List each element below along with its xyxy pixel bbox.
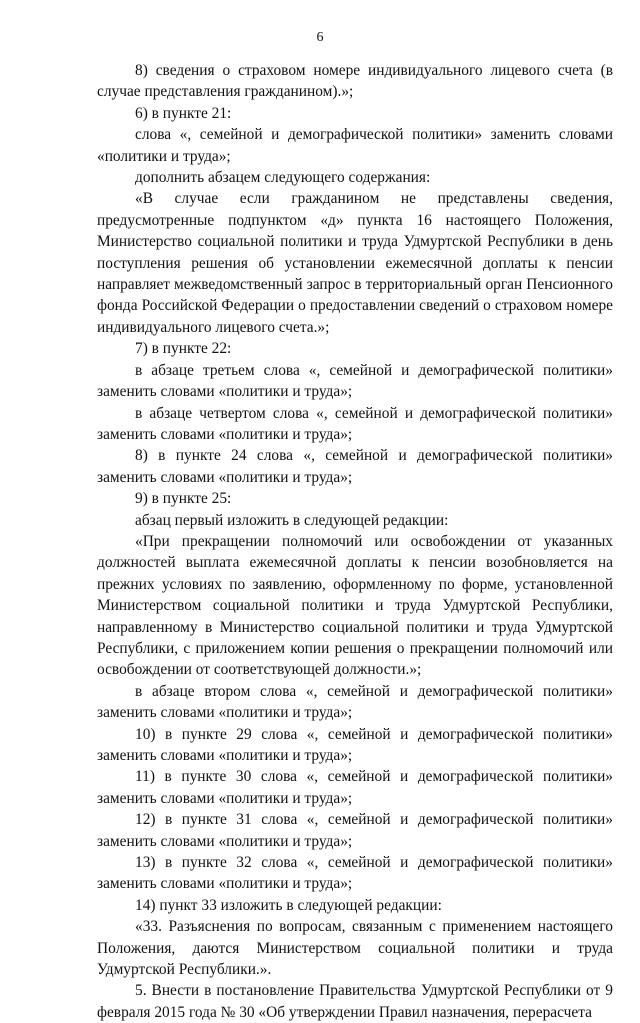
- paragraph: абзац первый изложить в следующей редакции:: [135, 511, 449, 529]
- paragraph: в абзаце третьем слова «, семейной и демографической политики» заменить словами «политики и труда»;: [97, 361, 613, 401]
- paragraph: слова «, семейной и демографической политики» заменить словами «политики и труда»;: [97, 126, 613, 165]
- paragraph-quoted-amendment: «33. Разъяснения по вопросам, связанным с применением настоящего Положения, даются Министерством социальной политики и труда Удмуртской Республики.».: [97, 918, 613, 979]
- paragraph-section-5: 5. Внести в постановление Правительства Удмуртской Республики от 9 февраля 2015 года № 30 «Об утверждении Правил назначения, перерасчета: [97, 982, 613, 1021]
- paragraph-quoted-amendment: «При прекращении полномочий или освобождении от указанных должностей выплата ежемесячной доплаты к пенсии возобновляется на прежних условиях по заявлению, оформленному по форме, установленной Министерством социальной политики и труда Удмуртской Республики, направленному в Министерство социальной политики и труда Удмуртской Республики, с приложением копии решения о прекращении полномочий или освобождении от соответствующей должности.»;: [97, 532, 613, 679]
- paragraph-item-13: 13) в пункте 32 слова «, семейной и демографической политики» заменить словами «политики и труда»;: [97, 854, 613, 893]
- paragraph-item-8: 8) сведения о страховом номере индивидуального лицевого счета (в случае представления гражданином).»;: [97, 62, 613, 101]
- paragraph-item-14-heading: 14) пункт 33 изложить в следующей редакции:: [135, 896, 442, 914]
- paragraph-item-6-heading: 6) в пункте 21:: [135, 104, 232, 122]
- paragraph: дополнить абзацем следующего содержания:: [135, 169, 431, 187]
- paragraph-quoted-amendment: «В случае если гражданином не представлены сведения, предусмотренные подпунктом «д» пункта 16 настоящего Положения, Министерство социальной политики и труда Удмуртской Республики в день поступления решения об установлении ежемесячной доплаты к пенсии направляет межведомственный запрос в территориальный орган Пенсионного фонда Российской Федерации о предоставлении сведений о страховом номере индивидуального лицевого счета.»;: [97, 190, 613, 336]
- paragraph-item-12: 12) в пункте 31 слова «, семейной и демографической политики» заменить словами «политики и труда»;: [97, 811, 613, 850]
- paragraph-item-10: 10) в пункте 29 слова «, семейной и демографической политики» заменить словами «политики и труда»;: [97, 725, 613, 764]
- paragraph: в абзаце четвертом слова «, семейной и демографической политики» заменить словами «политики и труда»;: [97, 404, 613, 443]
- paragraph-item-11: 11) в пункте 30 слова «, семейной и демографической политики» заменить словами «политики и труда»;: [97, 768, 613, 807]
- document-body: [97, 60, 613, 1023]
- paragraph-item-9-heading: 9) в пункте 25:: [135, 490, 232, 508]
- paragraph-item-8-amendment: 8) в пункте 24 слова «, семейной и демографической политики» заменить словами «политики и труда»;: [97, 447, 613, 486]
- paragraph-item-7-heading: 7) в пункте 22:: [135, 340, 232, 358]
- page-number: 6: [316, 30, 324, 45]
- paragraph: в абзаце втором слова «, семейной и демографической политики» заменить словами «политики и труда»;: [97, 682, 613, 722]
